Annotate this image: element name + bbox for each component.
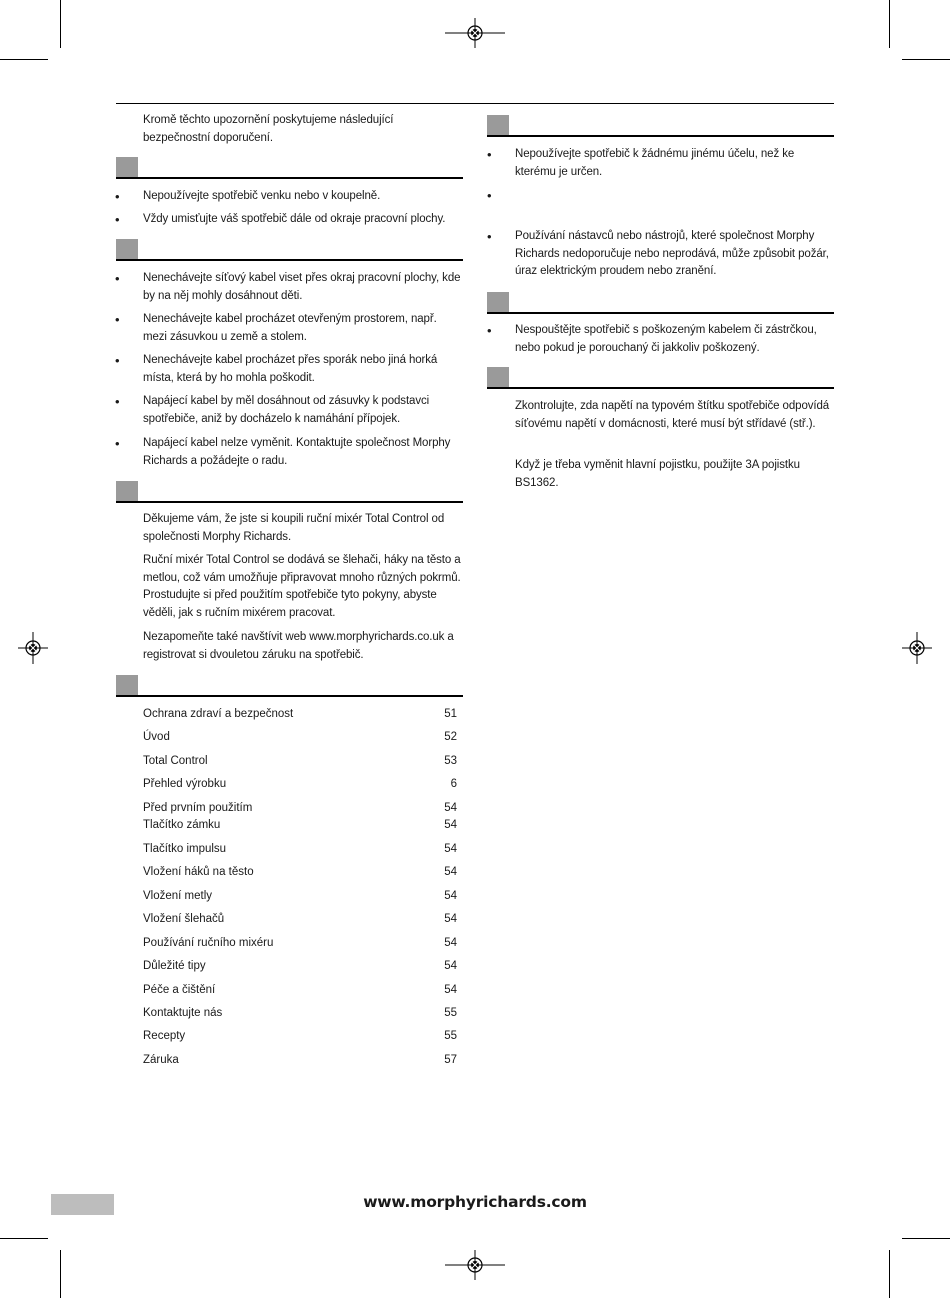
registration-mark-icon (902, 632, 932, 664)
crop-mark (0, 59, 48, 60)
list-item-text: Napájecí kabel by měl dosáhnout od zásuvky k podstavci spotřebiče, aniž by docházelo k namáhání přípojek. (143, 395, 430, 425)
section-header (116, 481, 463, 503)
bullet-icon: • (115, 271, 120, 286)
toc-row (143, 910, 457, 928)
section-header (487, 292, 834, 314)
footer-url: www.morphyrichards.com (363, 1193, 587, 1211)
crop-mark (902, 1238, 950, 1239)
list-item (115, 435, 463, 470)
list-item-text: Nepoužívejte spotřebič venku nebo v koupelně. (143, 190, 381, 202)
section-header (116, 157, 463, 179)
toc-title: Vložení metly (143, 890, 213, 902)
crop-mark (889, 1250, 890, 1298)
bullet-icon: • (115, 189, 120, 204)
toc-page: 53 (444, 755, 457, 767)
bullet-icon: • (487, 147, 492, 162)
toc-page: 54 (444, 960, 457, 972)
toc-title: Péče a čištění (143, 984, 216, 996)
toc-page: 54 (444, 866, 457, 878)
toc-row (143, 799, 457, 817)
section-rule (116, 259, 463, 261)
toc-page: 54 (444, 984, 457, 996)
toc-title: Total Control (143, 755, 208, 767)
toc-title: Důležité tipy (143, 960, 206, 972)
toc-page: 54 (444, 913, 457, 925)
toc-row (143, 840, 457, 858)
toc-page: 55 (444, 1007, 457, 1019)
list-item-text: Nepoužívejte spotřebič k žádnému jinému účelu, než ke kterému je určen. (515, 148, 795, 178)
list-item (487, 228, 835, 281)
toc-row (143, 981, 457, 999)
section-rule (487, 312, 834, 314)
bullet-icon: • (115, 212, 120, 227)
bullet-icon: • (115, 436, 120, 451)
toc-row (143, 887, 457, 905)
bullet-icon: • (487, 188, 492, 203)
toc-page: 54 (444, 890, 457, 902)
toc-row (143, 728, 457, 746)
toc-row (143, 752, 457, 770)
section-rule (487, 135, 834, 137)
list-item (115, 311, 463, 346)
section-marker (487, 292, 509, 314)
toc-title: Tlačítko impulsu (143, 843, 227, 855)
list-item-text: Vždy umisťujte váš spotřebič dále od okraje pracovní plochy. (143, 213, 446, 225)
section-header (116, 239, 463, 261)
toc-title: Vložení háků na těsto (143, 866, 254, 878)
section-rule (116, 695, 463, 697)
list-item-text: Používání nástavců nebo nástrojů, které společnost Morphy Richards nedoporučuje nebo neprodává, může způsobit požár, úraz elektrickým proudem nebo zranění. (515, 230, 829, 277)
crop-mark (60, 0, 61, 48)
crop-mark (60, 1250, 61, 1298)
paragraph: Děkujeme vám, že jste si koupili ruční mixér Total Control od společnosti Morphy Richards. (143, 513, 445, 543)
toc-title: Vložení šlehačů (143, 913, 225, 925)
toc-row (143, 1027, 457, 1045)
list-item-text: Nenechávejte síťový kabel viset přes okraj pracovní plochy, kde by na něj mohly dosáhnout děti. (143, 272, 461, 302)
paragraph: Ruční mixér Total Control se dodává se šlehači, háky na těsto a metlou, což vám umožňuje připravovat mnoho různých pokrmů. Prostudujte si před použitím spotřebiče tyto pokyny, abyste věděli, jak s ručním mixérem pracovat. (143, 554, 461, 619)
toc-row (143, 775, 457, 793)
list-item (487, 146, 835, 181)
paragraph: Nezapomeňte také navštívit web www.morphyrichards.co.uk a registrovat si dvouletou záruku na spotřebič. (143, 631, 454, 661)
bullet-icon: • (487, 323, 492, 338)
section-marker (487, 115, 509, 137)
toc-title: Záruka (143, 1054, 179, 1066)
toc-title: Přehled výrobku (143, 778, 227, 790)
paragraph: Když je třeba vyměnit hlavní pojistku, použijte 3A pojistku BS1362. (515, 459, 800, 489)
toc-title: Před prvním použitím (143, 802, 253, 814)
section-marker (116, 675, 138, 697)
toc-page: 54 (444, 802, 457, 814)
toc-row (143, 957, 457, 975)
crop-mark (902, 59, 950, 60)
bullet-icon: • (115, 353, 120, 368)
list-item-text: Nespouštějte spotřebič s poškozeným kabelem či zástrčkou, nebo pokud je porouchaný či jakkoliv poškozený. (515, 324, 817, 354)
section-rule (487, 387, 834, 389)
toc-page: 6 (450, 778, 457, 790)
bullet-icon: • (115, 394, 120, 409)
list-item-text: Nenechávejte kabel procházet otevřeným prostorem, např. mezi zásuvkou u země a stolem. (143, 313, 437, 343)
section-rule (116, 501, 463, 503)
list-item-text: Nenechávejte kabel procházet přes sporák nebo jiná horká místa, která by ho mohla poškodit. (143, 354, 438, 384)
toc-title: Recepty (143, 1030, 186, 1042)
toc-page: 54 (444, 819, 457, 831)
section-header (487, 367, 834, 389)
list-item (115, 211, 463, 229)
crop-mark (889, 0, 890, 48)
header-rule (116, 103, 834, 104)
registration-mark-icon (445, 18, 505, 48)
paragraph: Zkontrolujte, zda napětí na typovém štítku spotřebiče odpovídá síťovému napětí v domácnosti, které musí být střídavé (stř.). (515, 400, 830, 430)
toc-title: Kontaktujte nás (143, 1007, 223, 1019)
section-rule (116, 177, 463, 179)
toc-title: Tlačítko zámku (143, 819, 221, 831)
toc-page: 52 (444, 731, 457, 743)
intro-paragraph: Kromě těchto upozornění poskytujeme následující bezpečnostní doporučení. (143, 114, 394, 144)
toc-row (143, 1004, 457, 1022)
list-item (115, 352, 463, 387)
section-marker (116, 157, 138, 179)
bullet-icon: • (115, 312, 120, 327)
toc-page: 54 (444, 937, 457, 949)
toc-page: 51 (444, 708, 457, 720)
list-item-text: Napájecí kabel nelze vyměnit. Kontaktujte společnost Morphy Richards a požádejte o radu. (143, 437, 451, 467)
toc-page: 57 (444, 1054, 457, 1066)
toc-row (143, 1051, 457, 1069)
section-marker (487, 367, 509, 389)
section-header (487, 115, 834, 137)
toc-page: 54 (444, 843, 457, 855)
registration-mark-icon (445, 1250, 505, 1280)
crop-mark (0, 1238, 48, 1239)
toc-row (143, 863, 457, 881)
list-item (115, 270, 463, 305)
toc-page: 55 (444, 1030, 457, 1042)
registration-mark-icon (18, 632, 48, 664)
toc-row (143, 705, 457, 723)
bullet-icon: • (487, 229, 492, 244)
list-item (115, 393, 463, 428)
section-marker (116, 481, 138, 503)
section-marker (116, 239, 138, 261)
section-header (116, 675, 463, 697)
list-item (115, 188, 463, 206)
toc-title: Úvod (143, 731, 170, 743)
toc-row (143, 816, 457, 834)
list-item (487, 322, 835, 357)
toc-title: Ochrana zdraví a bezpečnost (143, 708, 294, 720)
toc-title: Používání ručního mixéru (143, 937, 274, 949)
toc-row (143, 934, 457, 952)
